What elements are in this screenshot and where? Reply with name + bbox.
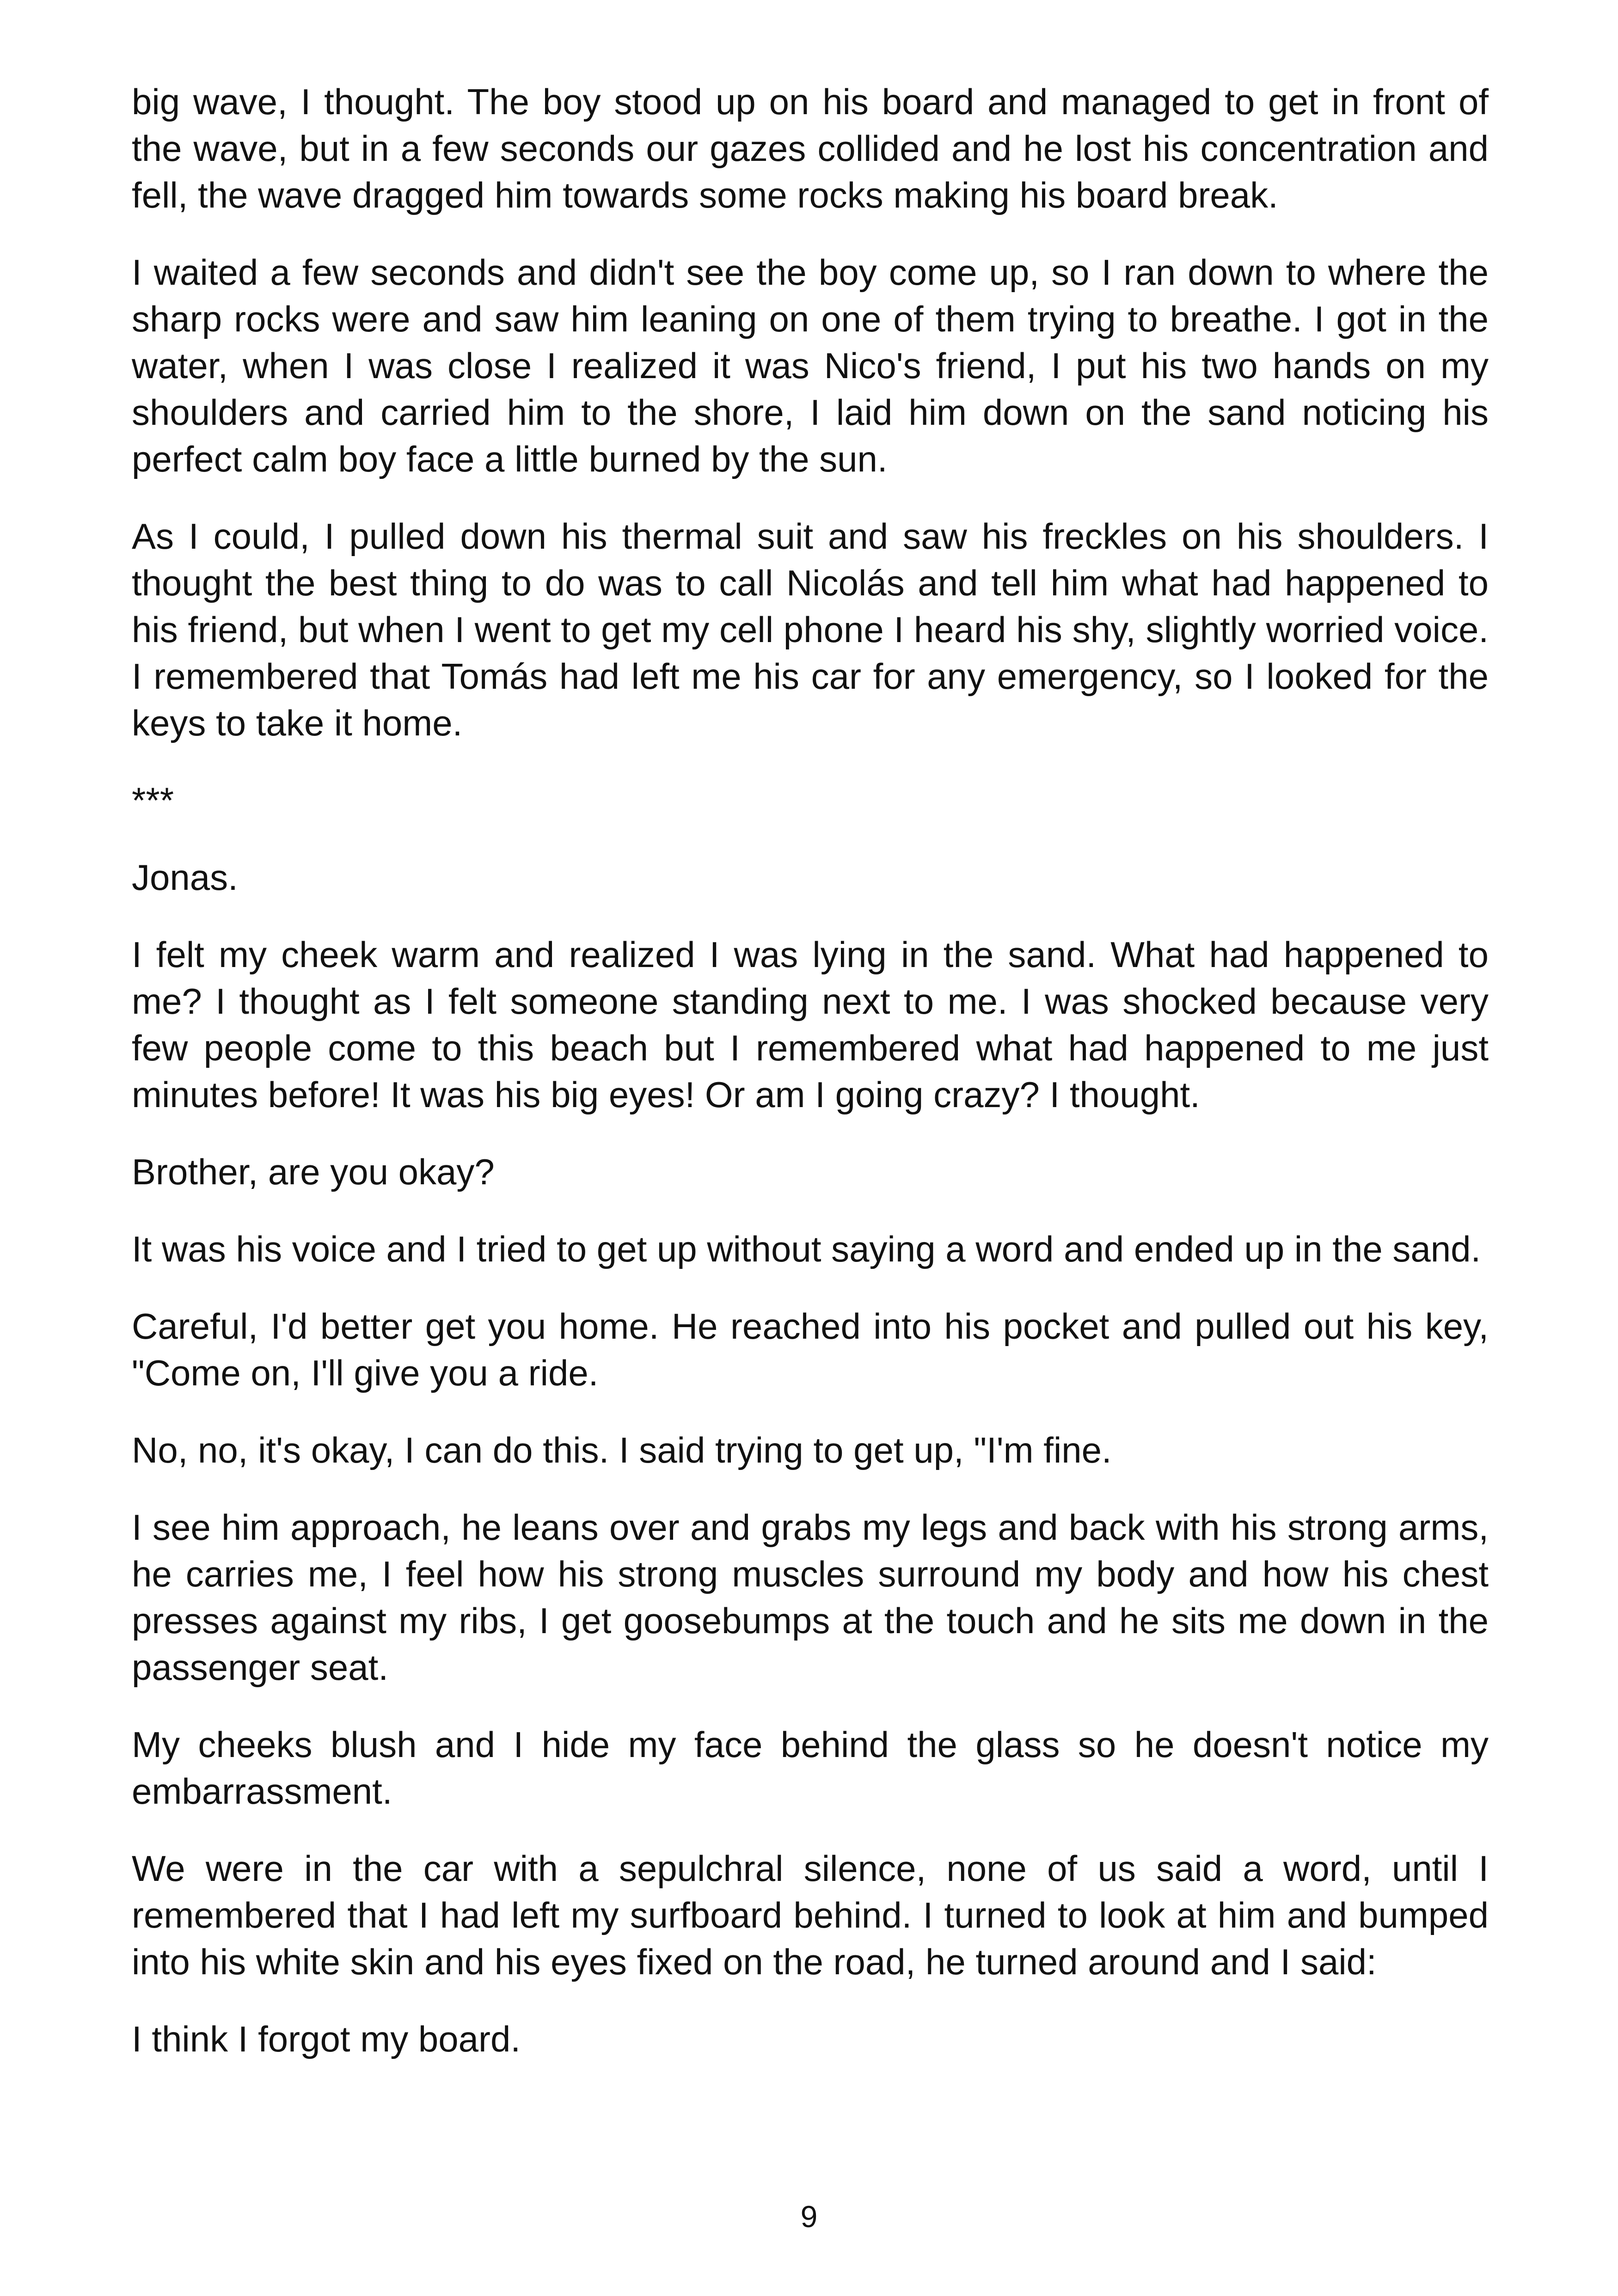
dialogue-line: I think I forgot my board. xyxy=(132,2019,521,2059)
paragraph: As I could, I pulled down his thermal suit and saw his freckles on his shoulders. I thought the best thing to do was to call Nicolás and tell him what had happened to his friend, but when I went to get my cell phone I heard his shy, slightly worried voice. I remembered that Tomás had left me his car for any emergency, so I looked for the keys to take it home. xyxy=(132,516,1489,743)
page-body xyxy=(132,79,1489,2093)
scene-break: *** xyxy=(132,780,174,820)
dialogue-line: No, no, it's okay, I can do this. I said trying to get up, "I'm fine. xyxy=(132,1430,1112,1470)
paragraph: My cheeks blush and I hide my face behind the glass so he doesn't notice my embarrassment. xyxy=(132,1724,1489,1812)
dialogue-line: Brother, are you okay? xyxy=(132,1151,495,1192)
paragraph: big wave, I thought. The boy stood up on his board and managed to get in front of the wave, but in a few seconds our gazes collided and he lost his concentration and fell, the wave dragged him towards some rocks making his board break. xyxy=(132,81,1489,215)
page-number: 9 xyxy=(800,2199,818,2234)
paragraph: I see him approach, he leans over and grabs my legs and back with his strong arms, he carries me, I feel how his strong muscles surround my body and how his chest presses against my ribs, I get goosebumps at the touch and he sits me down in the passenger seat. xyxy=(132,1507,1489,1688)
paragraph: It was his voice and I tried to get up without saying a word and ended up in the sand. xyxy=(132,1229,1481,1269)
section-heading: Jonas. xyxy=(132,857,238,898)
paragraph: I waited a few seconds and didn't see the boy come up, so I ran down to where the sharp rocks were and saw him leaning on one of them trying to breathe. I got in the water, when I was close I realized it was Nico's friend, I put his two hands on my shoulders and carried him to the shore, I laid him down on the sand noticing his perfect calm boy face a little burned by the sun. xyxy=(132,252,1489,479)
paragraph: We were in the car with a sepulchral silence, none of us said a word, until I remembered that I had left my surfboard behind. I turned to look at him and bumped into his white skin and his eyes fixed on the road, he turned around and I said: xyxy=(132,1848,1489,1982)
paragraph: I felt my cheek warm and realized I was lying in the sand. What had happened to me? I thought as I felt someone standing next to me. I was shocked because very few people come to this beach but I remembered what had happened to me just minutes before! It was his big eyes! Or am I going crazy? I thought. xyxy=(132,934,1489,1115)
dialogue-line: Careful, I'd better get you home. He reached into his pocket and pulled out his key, "Come on, I'll give you a ride. xyxy=(132,1306,1489,1393)
